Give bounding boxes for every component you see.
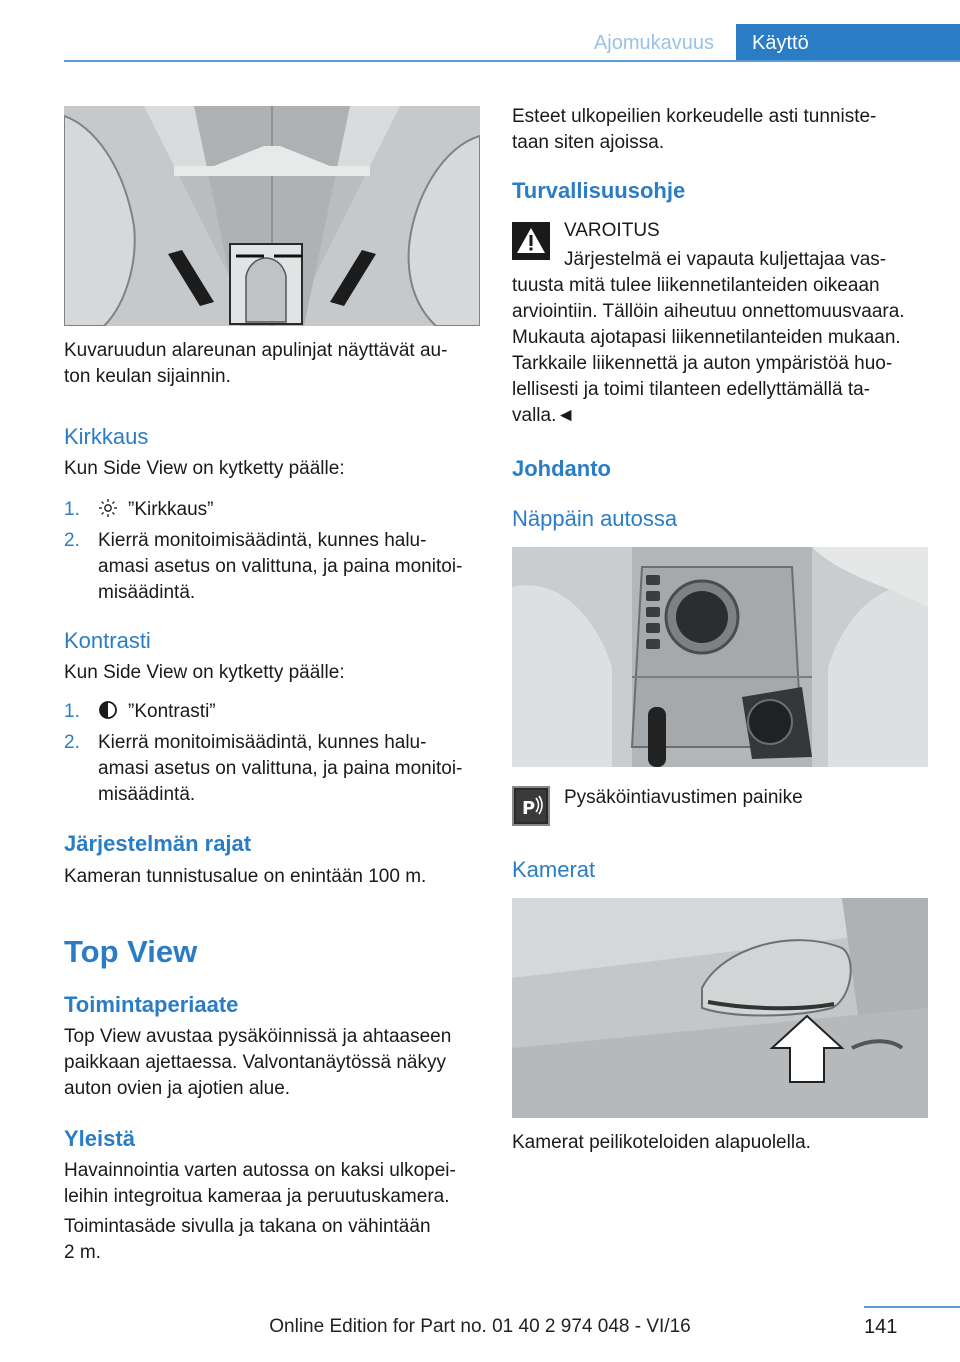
warning-label: VAROITUS: [564, 220, 660, 241]
mirror-drawing: [512, 898, 928, 1118]
header-section-tab: Ajomukavuus: [593, 32, 715, 54]
center-console-photo: [512, 547, 928, 767]
contrast-step-2: [64, 730, 480, 810]
top-view-title: Top View: [64, 934, 198, 969]
top-view-caption: Kuvaruudun alareunan apulinjat näyttävät au- ton keulan sijainnin.: [64, 340, 448, 387]
right-intro: Esteet ulkopeilien korkeudelle asti tunniste- taan siten ajoissa.: [512, 106, 877, 153]
page-number: 141: [864, 1316, 898, 1338]
button-caption: Pysäköintiavustimen painike: [564, 787, 803, 808]
introduction-heading: Johdanto: [512, 456, 611, 481]
general-text-2: Toimintasäde sivulla ja takana on vähintään 2 m.: [64, 1216, 431, 1263]
warning-triangle-icon: [512, 222, 550, 260]
footer-rule: [864, 1306, 960, 1308]
contrast-heading: Kontrasti: [64, 628, 151, 653]
header-chapter-tab: Käyttö: [736, 24, 960, 62]
parking-assist-button-icon: [512, 786, 550, 826]
contrast-step-1: [64, 699, 480, 725]
brightness-icon: [98, 498, 118, 518]
edition-line: Online Edition for Part no. 01 40 2 974 048 - VI/16: [269, 1316, 691, 1337]
general-text-1: Havainnointia varten autossa on kaksi ulkopei- leihin integroitua kameraa ja peruutuskamera.: [64, 1160, 456, 1207]
console-drawing: [512, 547, 928, 767]
step-text: ”Kirkkaus”: [128, 499, 214, 520]
top-view-drawing: [64, 106, 480, 326]
step-number: 1.: [64, 499, 80, 520]
limits-heading: Järjestelmän rajat: [64, 831, 252, 856]
brightness-step-2: [64, 528, 480, 608]
contrast-icon: [98, 700, 118, 720]
cameras-heading: Kamerat: [512, 857, 596, 882]
park-sensor-icon: [514, 788, 548, 824]
button-heading: Näppäin autossa: [512, 506, 678, 531]
step-number: 2.: [64, 530, 80, 551]
warning-text-first: Järjestelmä ei vapauta kuljettajaa vas-: [564, 249, 887, 270]
limits-text: Kameran tunnistusalue on enintään 100 m.: [64, 866, 427, 887]
top-view-illustration: [64, 106, 480, 326]
mirror-camera-photo: [512, 898, 928, 1118]
safety-heading: Turvallisuusohje: [512, 178, 686, 203]
general-heading: Yleistä: [64, 1126, 135, 1151]
principle-heading: Toimintaperiaate: [64, 992, 239, 1017]
brightness-step-1: [64, 497, 480, 523]
brightness-heading: Kirkkaus: [64, 424, 149, 449]
brightness-intro: Kun Side View on kytketty päälle:: [64, 458, 345, 479]
step-text: ”Kontrasti”: [128, 701, 216, 722]
warning-text-rest: tuusta mitä tulee liikennetilanteiden oikeaan arviointiin. Tällöin aiheutuu onnettomuusvaara. Mukauta ajotapasi liikennetilanteiden mukaan. Tarkkaile liikennettä ja auton ympäristöä huo- lellisesti ja toimi tilanteen edellyttämällä ta- valla.◄: [512, 275, 905, 426]
step-text: Kierrä monitoimisäädintä, kunnes halu- amasi asetus on valittuna, ja paina monitoi- misäädintä.: [98, 530, 463, 603]
step-number: 2.: [64, 732, 80, 753]
step-number: 1.: [64, 701, 80, 722]
header-rule: [64, 60, 960, 62]
step-text: Kierrä monitoimisäädintä, kunnes halu- amasi asetus on valittuna, ja paina monitoi- misäädintä.: [98, 732, 463, 805]
warning-icon: [512, 222, 550, 260]
cameras-caption: Kamerat peilikoteloiden alapuolella.: [512, 1132, 811, 1153]
contrast-intro: Kun Side View on kytketty päälle:: [64, 662, 345, 683]
svg-text:P: P: [522, 798, 536, 819]
principle-text: Top View avustaa pysäköinnissä ja ahtaaseen paikkaan ajettaessa. Valvontanäytössä näkyy auton ovien ja ajotien alue.: [64, 1026, 452, 1099]
